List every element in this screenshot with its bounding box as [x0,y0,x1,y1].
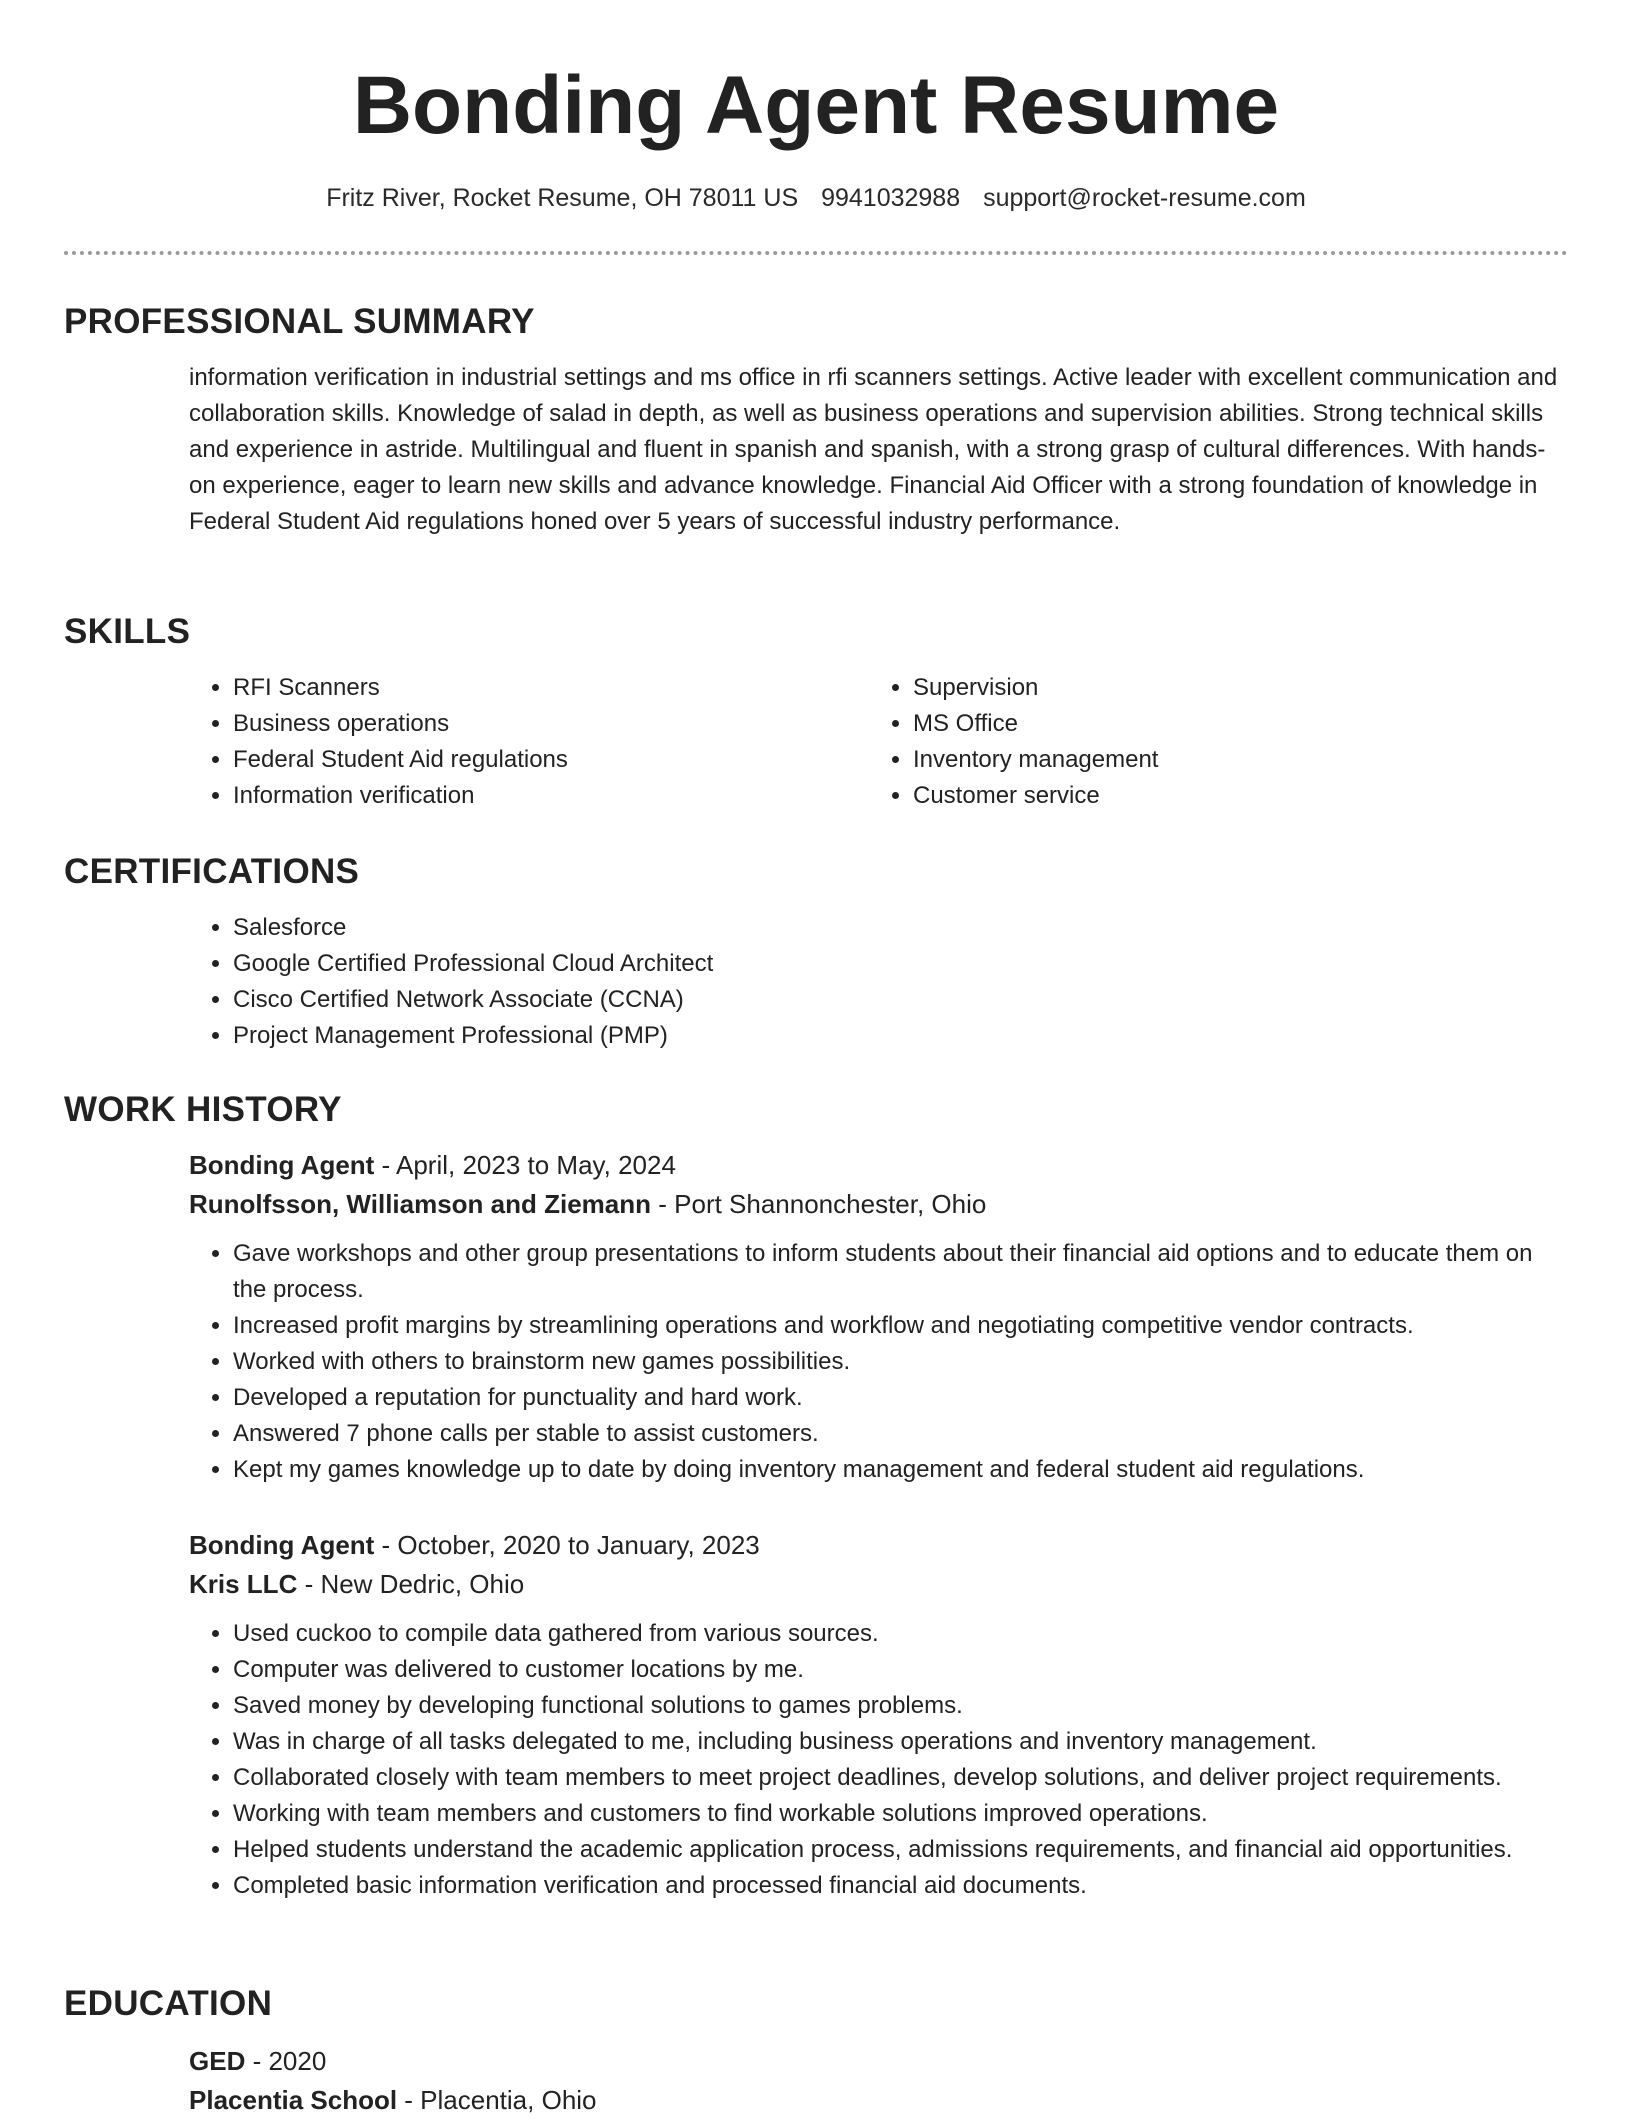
job-duties [189,1236,1568,1488]
education-heading: EDUCATION [64,1984,273,2023]
education-degree: GED [189,2046,246,2076]
job-company: Runolfsson, Williamson and Ziemann [189,1189,652,1219]
job-entry [189,1146,1568,1488]
duty-item: • Completed basic information verification and processed financial aid documents. [233,1868,1568,1904]
duty-item: • Computer was delivered to customer locations by me. [233,1652,1568,1688]
duty-item: • Developed a reputation for punctuality and hard work. [233,1380,1568,1416]
job-company-line [189,1565,1568,1604]
job-location: - New Dedric, Ohio [297,1569,525,1599]
job-location: - Port Shannonchester, Ohio [651,1189,987,1219]
work-history-body [189,1146,1568,1904]
skill-item: • MS Office [913,706,1549,742]
job-company-line [189,1185,1568,1224]
skills-column-left [189,670,869,814]
skill-item: • Information verification [233,778,869,814]
skill-item: • Customer service [913,778,1549,814]
certification-item: • Project Management Professional (PMP) [233,1018,1568,1054]
contact-line [0,182,1632,214]
duty-item: • Worked with others to brainstorm new games possibilities. [233,1344,1568,1380]
skill-item: • Inventory management [913,742,1549,778]
summary-body [189,360,1568,540]
skill-item: • Business operations [233,706,869,742]
header-divider [64,251,1568,255]
certifications-section [64,850,1568,1054]
education-year: - 2020 [245,2046,327,2076]
duty-item: • Kept my games knowledge up to date by doing inventory management and federal student aid regulations. [233,1452,1568,1488]
skills-column-right [869,670,1549,814]
summary-heading: PROFESSIONAL SUMMARY [64,302,535,341]
job-duties [189,1616,1568,1904]
skill-item: • Federal Student Aid regulations [233,742,869,778]
certifications-heading: CERTIFICATIONS [64,852,360,891]
duty-item: • Answered 7 phone calls per stable to assist customers. [233,1416,1568,1452]
certification-item: • Salesforce [233,910,1568,946]
education-school-line [189,2081,1568,2120]
duty-item: • Increased profit margins by streamlining operations and workflow and negotiating competitive vendor contracts. [233,1308,1568,1344]
job-dates: - October, 2020 to January, 2023 [374,1530,760,1560]
certification-item: • Cisco Certified Network Associate (CCNA) [233,982,1568,1018]
job-title-line [189,1146,1568,1185]
skills-heading: SKILLS [64,612,191,651]
education-location: - Placentia, Ohio [397,2085,597,2115]
education-degree-line [189,2042,1568,2081]
job-title-line [189,1526,1568,1565]
duty-item: • Helped students understand the academic application process, admissions requirements, and financial aid opportunities. [233,1832,1568,1868]
job-company: Kris LLC [189,1569,298,1599]
duty-item: • Working with team members and customers to find workable solutions improved operations. [233,1796,1568,1832]
duty-item: • Saved money by developing functional solutions to games problems. [233,1688,1568,1724]
education-body [189,2042,1568,2120]
job-dates: - April, 2023 to May, 2024 [374,1150,676,1180]
skills-list [189,670,1568,814]
contact-email: support@rocket-resume.com [983,184,1306,212]
skill-item: • Supervision [913,670,1549,706]
skill-item: • RFI Scanners [233,670,869,706]
contact-address: Fritz River, Rocket Resume, OH 78011 US [326,184,799,212]
education-school: Placentia School [189,2085,398,2115]
job-role: Bonding Agent [189,1150,375,1180]
contact-phone: 9941032988 [821,184,961,212]
work-history-heading: WORK HISTORY [64,1090,342,1129]
job-entry [189,1526,1568,1904]
job-role: Bonding Agent [189,1530,375,1560]
duty-item: • Used cuckoo to compile data gathered from various sources. [233,1616,1568,1652]
skills-section [64,610,1568,814]
education-section [64,1982,1568,2120]
work-history-section [64,1088,1568,1942]
certifications-body [189,910,1568,1054]
summary-section [64,300,1568,540]
duty-item: • Collaborated closely with team members to meet project deadlines, develop solutions, and deliver project requirements. [233,1760,1568,1796]
duty-item: • Gave workshops and other group presentations to inform students about their financial aid options and to educate them on the process. [233,1236,1568,1308]
resume-title: Bonding Agent Resume [352,60,1280,151]
certification-item: • Google Certified Professional Cloud Architect [233,946,1568,982]
summary-text: information verification in industrial settings and ms office in rfi scanners settings. Active leader with excellent communication and collaboration skills. Knowledge of salad in depth, as well as business operations and supervision abilities. Strong technical skills and experience in astride. Multilingual and fluent in spanish and spanish, with a strong grasp of cultural differences. With hands-on experience, eager to learn new skills and advance knowledge. Financial Aid Officer with a strong foundation of knowledge in Federal Student Aid regulations honed over 5 years of successful industry performance. [189,364,1558,535]
duty-item: • Was in charge of all tasks delegated to me, including business operations and inventory management. [233,1724,1568,1760]
